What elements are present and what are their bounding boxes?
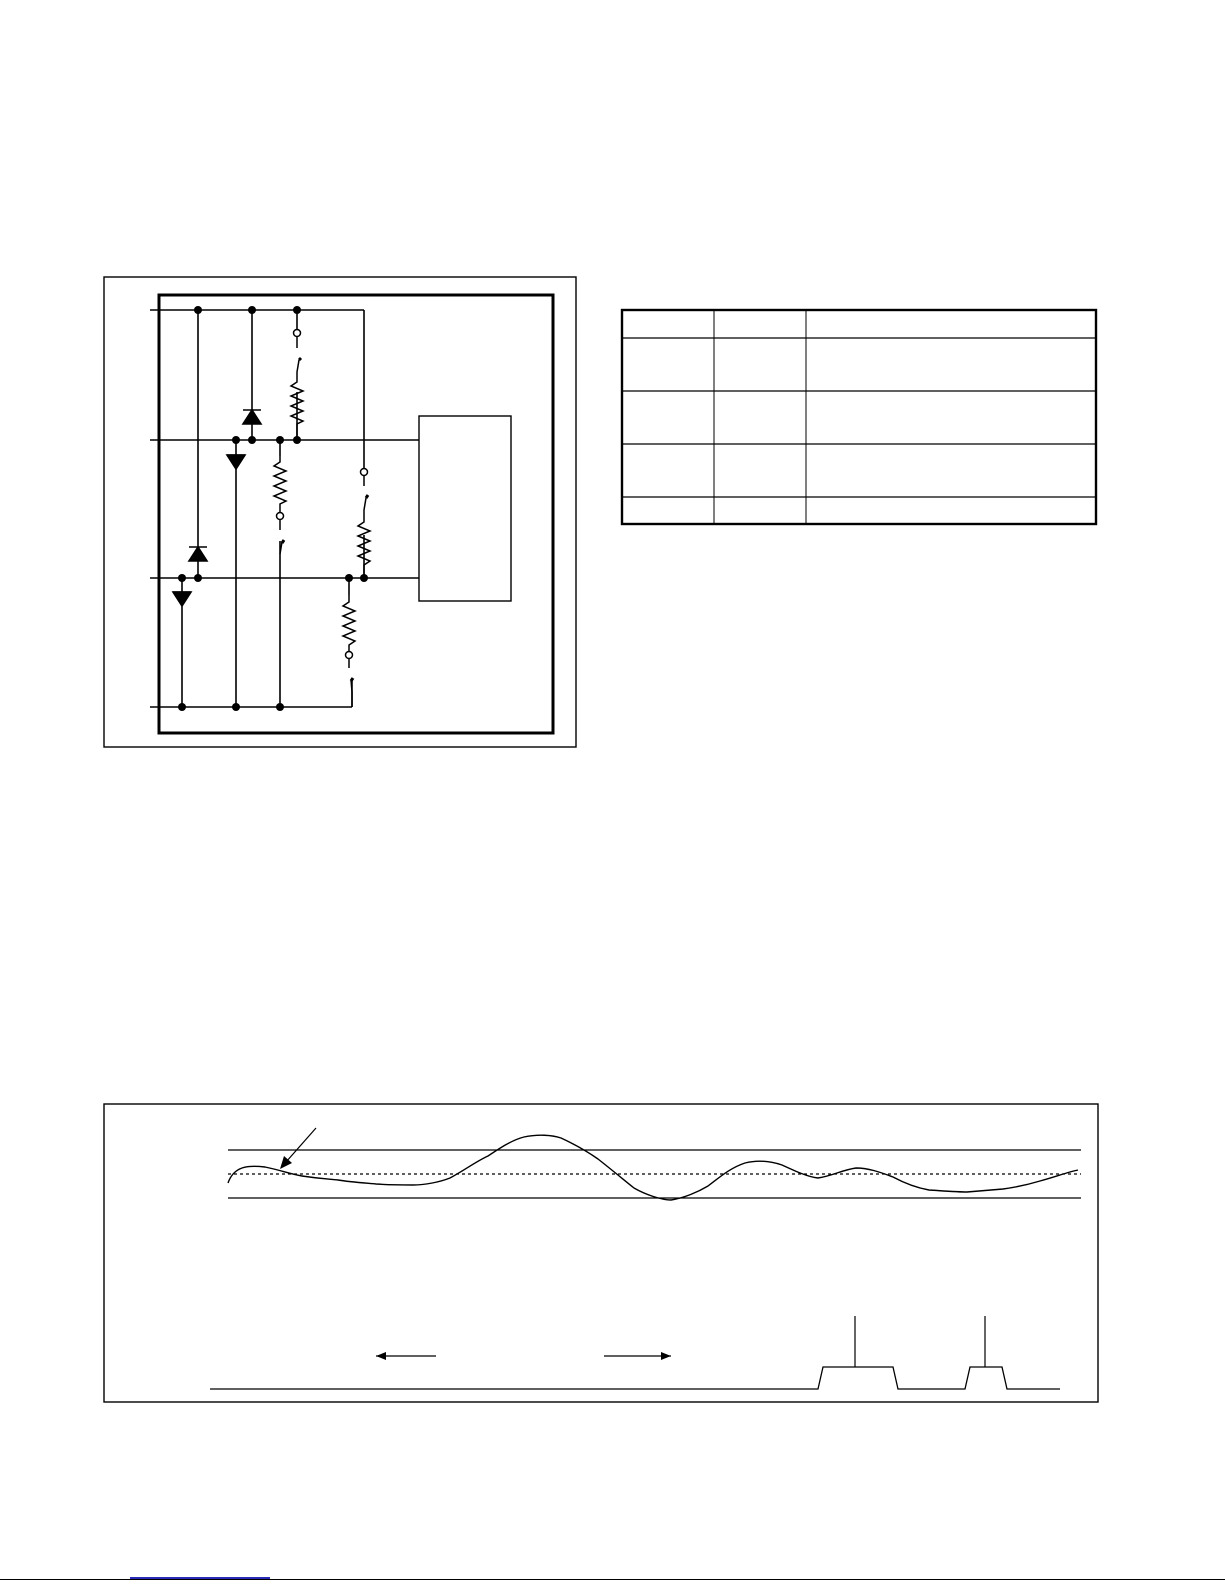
resistor-2-icon	[274, 456, 286, 512]
footer-maxim-logo	[952, 1443, 1092, 1465]
internal-block	[419, 416, 511, 601]
switch-network-schematic	[103, 276, 577, 748]
resistor-symbols	[274, 376, 370, 651]
diode-4-icon	[173, 592, 191, 606]
switch-1-icon	[294, 330, 302, 377]
switch-3-icon	[361, 469, 369, 516]
diode-2-icon	[227, 455, 245, 469]
vertical-wires	[182, 310, 364, 707]
table-border	[622, 310, 1096, 524]
table-row-rules	[622, 391, 1096, 497]
diode-1-icon	[243, 410, 261, 424]
junction-dots	[178, 306, 368, 711]
table-column-rules	[714, 310, 806, 524]
waveform-pointer-arrow	[280, 1128, 316, 1169]
switch-4-icon	[346, 652, 354, 708]
footer-rule	[0, 1579, 1225, 1580]
rails	[150, 310, 419, 707]
timing-frame	[104, 1104, 1098, 1402]
acquisition-span-arrows	[376, 1352, 671, 1360]
ic-boundary	[159, 295, 553, 733]
resistor-4-icon	[343, 595, 355, 651]
diode-3-icon	[189, 547, 207, 561]
schematic-outer-frame	[104, 277, 576, 747]
sampling-timing-diagram	[103, 1103, 1099, 1403]
analog-waveform	[228, 1135, 1078, 1200]
switch-table	[620, 308, 1098, 526]
resistor-1-icon	[291, 376, 303, 440]
footer-link-underline[interactable]	[130, 1577, 270, 1579]
output-pulse-waveform	[210, 1367, 1060, 1389]
